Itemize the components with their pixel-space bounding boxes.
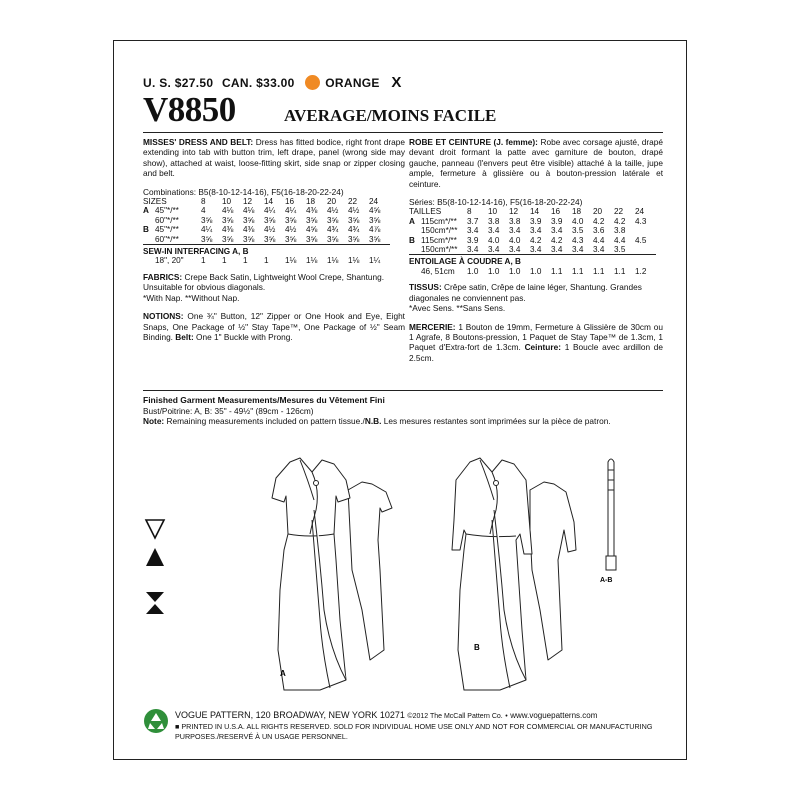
table-cell: 3.4 — [488, 226, 500, 236]
table-row — [143, 206, 390, 215]
section-rule — [143, 390, 663, 391]
footer-address: VOGUE PATTERN, 120 BROADWAY, NEW YORK 10271 — [175, 710, 405, 720]
table-cell: 4.3 — [635, 216, 647, 226]
belt-label: A-B — [600, 577, 613, 584]
table-cell: 16 — [551, 207, 561, 217]
view-a-illustration — [250, 450, 410, 700]
color-label: ORANGE — [325, 76, 380, 90]
table-cell: 4⅛ — [243, 206, 255, 216]
table-cell: 3.9 — [467, 235, 479, 245]
table-cell: 3⅝ — [243, 215, 255, 225]
table-cell: 3.4 — [530, 245, 542, 255]
table-cell: 1⅛ — [327, 256, 339, 266]
table-cell: 4⅜ — [306, 206, 318, 216]
french-description — [409, 137, 663, 189]
header-rule — [143, 132, 663, 133]
english-desc-title: MISSES' DRESS AND BELT: — [143, 137, 254, 147]
color-dot-icon — [305, 75, 320, 90]
price-can: CAN. $33.00 — [221, 76, 295, 90]
table-cell: 3.9 — [530, 216, 542, 226]
table-cell: 14 — [530, 207, 540, 217]
interfacing-title-row — [409, 255, 656, 267]
table-cell — [143, 216, 201, 225]
table-cell: 3.4 — [593, 245, 605, 255]
table-cell — [635, 245, 656, 255]
table-cell: 8 — [201, 197, 206, 207]
view-letter: A — [143, 206, 149, 216]
table-cell: 4½ — [348, 206, 360, 216]
french-desc-body: Robe avec corsage ajusté, drapé devant droit formant la patte avec garniture de bouton, drapé gauche, panneau (l'envers peut être visible) attaché à la taille, jupe ample, fermeture à glissière ou à bouton-pression latérale et ceinture. — [409, 137, 664, 189]
table-cell: SEW-IN INTERFACING A, B — [143, 245, 390, 257]
table-cell: 4.0 — [509, 235, 521, 245]
table-cell — [143, 206, 201, 215]
table-cell: 1.1 — [551, 266, 563, 276]
table-row — [409, 267, 656, 276]
table-cell: 3.4 — [467, 226, 479, 236]
fabric-width: 150cm*/** — [421, 245, 458, 255]
table-cell: 4⅝ — [369, 206, 381, 216]
table-cell: ENTOILAGE À COUDRE A, B — [409, 255, 656, 267]
table-cell: 3.7 — [467, 216, 479, 226]
fabric-width: 115cm*/** — [421, 235, 457, 245]
table-cell — [409, 217, 467, 226]
table-cell: 3⅝ — [264, 215, 276, 225]
view-letter: A — [409, 216, 415, 226]
table-cell: 4.4 — [593, 235, 605, 245]
footer-copyright: ©2012 The McCall Pattern Co. — [407, 713, 503, 720]
belt-buckle-icon — [606, 556, 616, 570]
table-cell: 1.1 — [614, 266, 626, 276]
table-cell: 3⅝ — [285, 215, 297, 225]
table-cell: 24 — [635, 207, 645, 217]
table-cell: 3.5 — [572, 226, 584, 236]
price-us: U. S. $27.50 — [143, 76, 214, 90]
table-cell: 1.0 — [488, 266, 500, 276]
table-cell: 3.5 — [614, 245, 626, 255]
table-cell: 1.0 — [467, 266, 479, 276]
table-cell: 3⅝ — [327, 215, 339, 225]
table-cell: 12 — [243, 197, 253, 207]
table-cell: 4½ — [327, 206, 339, 216]
hourglass-bottom-icon — [146, 604, 164, 614]
table-cell: 1 — [222, 256, 227, 266]
table-row — [409, 236, 656, 245]
french-combinations: Séries: B5(8-10-12-14-16), F5(16-18-20-22-24) — [409, 197, 583, 208]
english-notions: NOTIONS: One ¾" Button, 12" Zipper or One Hook and Eye, Eight Snaps, One Package of ½" Stay Tape™, One Package of ½" Seam Binding. Belt: One 1" Buckle with Prong. — [143, 311, 405, 342]
fabric-width: 115cm*/** — [421, 216, 457, 226]
bullet-icon: ■ — [175, 722, 182, 731]
table-cell: 4¼ — [285, 206, 297, 216]
table-cell: 4.2 — [593, 216, 605, 226]
table-cell: 18 — [306, 197, 316, 207]
footer-fineprint: ■ PRINTED IN U.S.A. ALL RIGHTS RESERVED. SOLD FOR INDIVIDUAL HOME USE ONLY AND NOT FOR COMMERCIAL OR MANUFACTURING PURPOSES./RESERVÉ À UN USAGE PERSONNEL. — [175, 722, 653, 741]
table-cell: 3⅝ — [348, 215, 360, 225]
table-cell: 1⅛ — [306, 256, 318, 266]
table-cell: 4⅝ — [306, 225, 318, 235]
table-cell: 4¾ — [327, 225, 339, 235]
table-cell: 18", 20" — [155, 256, 184, 266]
table-cell: 4⅜ — [243, 225, 255, 235]
interfacing-title-row — [143, 245, 390, 257]
fabric-width: 60"*/** — [155, 215, 179, 225]
table-cell: 3⅝ — [222, 215, 234, 225]
english-fabrics: FABRICS: Crepe Back Satin, Lightweight Wool Crepe, Shantung. Unsuitable for obvious diagonals. *With Nap. **Without Nap. — [143, 271, 385, 303]
english-description — [143, 137, 405, 179]
table-cell: 3.8 — [509, 216, 521, 226]
view-b-label: B — [474, 643, 480, 652]
table-row — [143, 216, 390, 225]
table-cell: 4⅞ — [369, 225, 381, 235]
footer-website: www.voguepatterns.com — [510, 711, 598, 720]
table-cell: 10 — [222, 197, 232, 207]
table-cell: 4.4 — [614, 235, 626, 245]
table-cell: 3.6 — [593, 226, 605, 236]
belt-illustration — [600, 456, 630, 586]
table-row — [143, 235, 390, 245]
recycle-icon — [143, 708, 169, 734]
fabric-width: 60"*/** — [155, 234, 179, 244]
table-cell: 3⅝ — [201, 234, 213, 244]
fabric-width: 45"*/** — [155, 225, 179, 235]
french-desc-title: ROBE ET CEINTURE (J. femme): — [409, 137, 538, 147]
table-cell: 3.8 — [614, 226, 626, 236]
table-cell: 4.0 — [572, 216, 584, 226]
difficulty-label: AVERAGE/MOINS FACILE — [284, 106, 497, 125]
table-cell — [143, 235, 201, 245]
table-cell: 1⅛ — [348, 256, 360, 266]
table-cell: 3⅝ — [243, 234, 255, 244]
table-cell: 3.4 — [572, 245, 584, 255]
measurements-block: Bust/Poitrine: A, B: 35" - 49½" (89cm - 126cm) Note: Remaining measurements included on pattern tissue./N.B. Les mesures restantes sont imprimées sur la pièce de patron. — [143, 406, 611, 427]
footer-line: VOGUE PATTERN, 120 BROADWAY, NEW YORK 10271 ©2012 The McCall Pattern Co. • www.voguepatterns.com — [175, 710, 598, 720]
table-cell — [409, 226, 467, 235]
table-cell: 4.2 — [530, 235, 542, 245]
table-row — [143, 225, 390, 234]
table-cell: 46, 51cm — [421, 266, 455, 276]
table-cell: 18 — [572, 207, 582, 217]
english-yardage-table — [143, 197, 390, 266]
table-cell: 4⅜ — [222, 225, 234, 235]
table-row — [409, 217, 656, 226]
fabric-width: 45"*/** — [155, 206, 179, 216]
table-cell: 3.4 — [509, 245, 521, 255]
view-a-label: A — [280, 669, 286, 678]
table-cell: 24 — [369, 197, 379, 207]
table-cell — [409, 236, 467, 245]
table-cell: 1⅛ — [285, 256, 297, 266]
table-cell: 10 — [488, 207, 498, 217]
table-cell: 4.2 — [614, 216, 626, 226]
table-cell: 1 — [201, 256, 206, 266]
table-cell: 3.4 — [551, 226, 563, 236]
french-column — [409, 137, 663, 363]
table-cell — [143, 225, 201, 234]
table-cell: 3.8 — [488, 216, 500, 226]
table-cell: 16 — [285, 197, 295, 207]
table-cell: 1 — [264, 256, 269, 266]
table-cell — [409, 245, 467, 255]
table-cell: 8 — [467, 207, 472, 217]
table-cell: 22 — [614, 207, 624, 217]
table-row — [143, 256, 390, 265]
french-fabrics: TISSUS: Crêpe satin, Crêpe de laine léger, Shantung. Grandes diagonales ne conviennent pas. *Avec Sens. **Sans Sens. — [409, 282, 642, 314]
table-cell: 1.1 — [593, 266, 605, 276]
table-cell: 4.2 — [551, 235, 563, 245]
table-cell: 3⅝ — [369, 234, 381, 244]
table-cell: 12 — [509, 207, 519, 217]
french-yardage-table — [409, 207, 656, 276]
table-row — [409, 245, 656, 255]
view-letter: B — [409, 235, 415, 245]
table-cell: 3⅝ — [348, 234, 360, 244]
table-cell: 4 — [201, 206, 206, 216]
view-b-illustration — [430, 450, 590, 700]
table-cell: 3⅝ — [306, 215, 318, 225]
table-cell: 1.0 — [530, 266, 542, 276]
table-cell: 22 — [348, 197, 358, 207]
table-cell: TAILLES — [409, 207, 442, 217]
english-column — [143, 137, 405, 342]
table-cell: 3⅝ — [369, 215, 381, 225]
triangle-down-icon — [146, 520, 164, 538]
table-cell: 4.0 — [488, 235, 500, 245]
table-row — [409, 226, 656, 235]
table-cell: 3.4 — [530, 226, 542, 236]
table-cell: 3.4 — [488, 245, 500, 255]
table-cell: 3⅝ — [222, 234, 234, 244]
table-cell: 4¼ — [201, 225, 213, 235]
fabric-width: 150cm*/** — [421, 226, 458, 236]
table-cell: 1 — [243, 256, 248, 266]
table-cell: 3⅝ — [285, 234, 297, 244]
table-cell: 1.0 — [509, 266, 521, 276]
table-cell: SIZES — [143, 197, 167, 207]
hourglass-top-icon — [146, 592, 164, 602]
table-cell: 3.9 — [551, 216, 563, 226]
table-cell: 4.5 — [635, 235, 647, 245]
english-combinations: Combinations: B5(8-10-12-14-16), F5(16-18-20-22-24) — [143, 186, 344, 197]
table-cell: 3⅝ — [201, 215, 213, 225]
table-cell: 4⅛ — [222, 206, 234, 216]
table-cell: 4½ — [285, 225, 297, 235]
table-header-row — [409, 207, 656, 216]
measurements-title: Finished Garment Measurements/Mesures du Vêtement Fini — [143, 395, 385, 405]
table-cell: 1.1 — [572, 266, 584, 276]
table-cell: 20 — [327, 197, 337, 207]
french-notions: MERCERIE: 1 Bouton de 19mm, Fermeture à Glissière de 30cm ou 1 Agrafe, 8 Boutons-pression, 1 Paquet de Stay Tape™ de 1.3cm, 1 Paquet d'Extra-fort de 1.3cm. Ceinture: 1 Boucle avec ardillon de 2.5cm. — [409, 321, 663, 363]
table-cell: 4¾ — [348, 225, 360, 235]
symbols — [144, 518, 166, 616]
table-cell: 4½ — [264, 225, 276, 235]
mark: X — [391, 74, 402, 91]
table-cell: 3⅝ — [327, 234, 339, 244]
belt-strap — [608, 459, 614, 556]
table-cell: 1¼ — [369, 256, 381, 266]
table-cell: 3⅝ — [306, 234, 318, 244]
pattern-number: V8850 — [143, 90, 236, 129]
table-cell: 3.4 — [551, 245, 563, 255]
table-cell: 14 — [264, 197, 274, 207]
english-desc-body: Dress has fitted bodice, right front drape extending into tab with button trim, left drape, panel (wrong side may show), attached at waist, loose-fitting skirt, side snap or zipper closing and belt. — [143, 137, 405, 179]
table-header-row — [143, 197, 390, 206]
table-cell: 3⅝ — [264, 234, 276, 244]
table-cell: 4¼ — [264, 206, 276, 216]
table-cell: 3.4 — [509, 226, 521, 236]
table-cell: 3.4 — [467, 245, 479, 255]
table-cell: 4.3 — [572, 235, 584, 245]
table-cell: 1.2 — [635, 266, 647, 276]
table-cell: 20 — [593, 207, 603, 217]
price-line — [143, 74, 407, 91]
view-letter: B — [143, 225, 149, 235]
table-cell — [635, 226, 656, 235]
triangle-up-icon — [146, 548, 164, 566]
